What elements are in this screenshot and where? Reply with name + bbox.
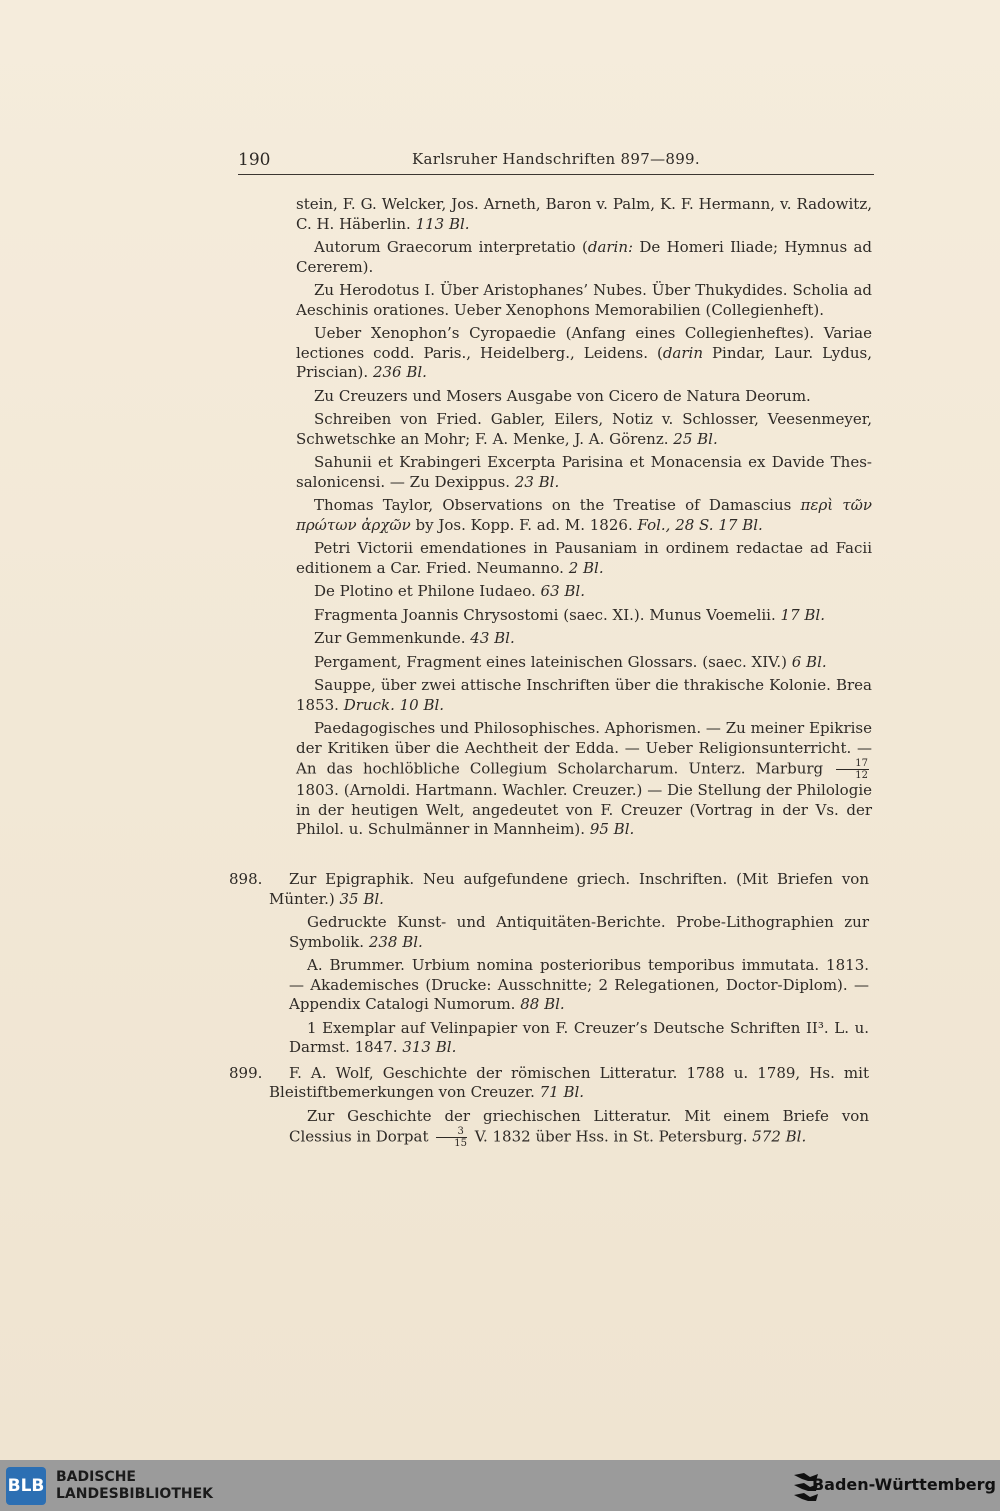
entry-text: Sahunii et Krabingeri Excerpta Parisina et Monacensia ex Davide Thessalonicensi. — Zu Dexippus. <box>296 453 872 491</box>
entry-extent: 313 Bl. <box>402 1038 457 1056</box>
catalog-entry <box>296 453 872 492</box>
date-fraction <box>836 758 869 781</box>
entry-text: Paedagogisches und Philosophisches. Aphorismen. — Zu meiner Epikrise der Kritiken über die Aechtheit der Edda. — Ueber Religionsunterricht. — An das hochlöbliche Collegium Scholarcharum. Unterz. Marburg <box>296 719 872 778</box>
entry-text: Sauppe, über zwei attische Inschriften über die thrakische Kolonie. Brea 1853. <box>296 676 872 714</box>
catalog-entry <box>289 1107 869 1150</box>
catalog-entry <box>296 496 872 535</box>
entry-text: Gedruckte Kunst- und Antiquitäten-Berichte. Probe-Lithographien zur Symbolik. <box>289 913 869 951</box>
footer-bar <box>0 1460 1000 1511</box>
entry-text: stein, F. G. Welcker, Jos. Arneth, Baron v. Palm, K. F. Hermann, v. Radowitz, C. H. Häberlin. <box>296 195 872 233</box>
entry-text: Thomas Taylor, Observations on the Treatise of Damascius <box>314 496 801 514</box>
date-fraction <box>436 1126 467 1149</box>
entry-text: A. Brummer. Urbium nomina posterioribus temporibus immutata. 1813. — Akademisches (Drucke: Ausschnitte; 2 Relegationen, Doctor-Diplom). — Appendix Catalogi Numorum. <box>289 956 869 1013</box>
catalog-entry <box>296 324 872 383</box>
entry-text: Zur Gemmenkunde. <box>314 629 471 647</box>
entry-extent: 2 Bl. <box>568 558 604 577</box>
entry-number: 899. <box>229 1063 263 1082</box>
catalog-entry <box>296 281 872 320</box>
entry-text: Pergament, Fragment eines lateinischen Glossars. (saec. XIV.) <box>314 652 792 671</box>
catalog-entry <box>296 238 872 277</box>
catalog-block-897 <box>296 195 872 844</box>
entry-extent: darin: <box>587 238 634 256</box>
entry-extent: 25 Bl. <box>673 429 718 448</box>
entry-extent: περὶ τῶν πρώτων ἀρχῶν <box>296 496 872 534</box>
catalog-entry <box>296 387 872 407</box>
running-title: Karlsruher Handschriften 897—899. <box>412 150 700 168</box>
entry-extent: 43 Bl. <box>470 629 515 647</box>
entry-text: Pindar, Laur. Lydus, Priscian). <box>296 343 872 381</box>
library-name-line2: LANDESBIBLIOTHEK <box>56 1486 214 1502</box>
entry-extent: 113 Bl. <box>415 214 470 233</box>
entry-extent: 236 Bl. <box>372 363 427 381</box>
fraction-denominator: 15 <box>454 1138 467 1149</box>
catalog-entry <box>289 1019 869 1058</box>
library-name[interactable] <box>56 1469 213 1503</box>
catalog-entry <box>296 582 872 602</box>
entry-text: Fragmenta Joannis Chrysostomi (saec. XI.). Munus Voemelii. <box>314 605 781 624</box>
entry-text: Petri Victorii emendationes in Pausaniam in ordinem redactae ad Facii editionem a Car. Fried. Neumanno. <box>296 539 872 577</box>
entry-text: 1 Exemplar auf Velinpapier von F. Creuzer’s Deutsche Schriften II³. L. u. Darmst. 1847. <box>289 1018 869 1056</box>
catalog-entry <box>289 956 869 1015</box>
page-number: 190 <box>238 150 271 170</box>
entry-text: V. 1832 über Hss. in St. Petersburg. <box>470 1127 753 1146</box>
library-name-line1: BADISCHE <box>56 1469 136 1485</box>
fraction-numerator: 3 <box>436 1126 467 1138</box>
state-brand[interactable]: Baden-Württemberg <box>811 1475 996 1494</box>
page-header <box>238 148 874 175</box>
entry-extent: 63 Bl. <box>540 582 585 600</box>
entry-extent: 71 Bl. <box>539 1083 585 1101</box>
entry-text: F. A. Wolf, Geschichte der römischen Litteratur. 1788 u. 1789, Hs. mit Bleistiftbemerkungen von Creuzer. <box>269 1063 869 1101</box>
catalog-entry <box>296 629 872 649</box>
entry-text: Schreiben von Fried. Gabler, Eilers, Notiz v. Schlosser, Veesenmeyer, Schwetschke an Mohr; F. A. Menke, J. A. Görenz. <box>296 410 872 448</box>
catalog-entry <box>296 606 872 626</box>
entry-text: Zur Epigraphik. Neu aufgefundene griech. Inschriften. (Mit Briefen von Münter.) <box>269 870 869 908</box>
entry-extent: Fol., 28 S. 17 Bl. <box>637 515 763 534</box>
entry-text: Ueber Xenophon’s Cyropaedie (Anfang eines Collegienheftes). Variae lectiones codd. Paris., Heidelberg., Leidens. ( <box>296 324 872 362</box>
entry-extent: darin <box>662 343 703 362</box>
catalog-entry <box>229 1063 869 1103</box>
entry-extent: 17 Bl. <box>780 605 825 624</box>
entry-text: 1803. (Arnoldi. Hartmann. Wachler. Creuzer.) — Die Stellung der Philologie in der heutigen Welt, angedeutet von F. Creuzer (Vortrag in der Vs. der Philol. u. Schulmänner in Mannheim). <box>296 781 872 838</box>
entry-extent: 238 Bl. <box>368 932 423 951</box>
catalog-entry <box>296 676 872 715</box>
entry-extent: 88 Bl. <box>520 995 565 1013</box>
entry-extent: 23 Bl. <box>514 472 560 491</box>
fraction-denominator: 12 <box>855 770 868 781</box>
catalog-entry <box>229 870 869 909</box>
entry-extent: 95 Bl. <box>589 820 635 838</box>
entry-text: De Plotino et Philone Iudaeo. <box>314 582 541 600</box>
entry-extent: Druck. 10 Bl. <box>343 695 445 714</box>
entry-text: by Jos. Kopp. F. ad. M. 1826. <box>410 515 638 534</box>
entry-number: 898. <box>229 870 263 888</box>
entry-extent: 35 Bl. <box>339 889 384 908</box>
entry-text: De Homeri Iliade; Hymnus ad Cererem). <box>296 238 873 276</box>
catalog-entry <box>296 719 872 840</box>
entry-text: Zur Geschichte der griechischen Litteratur. Mit einem Briefe von Clessius in Dorpat <box>289 1106 869 1146</box>
entry-text: Zu Creuzers und Mosers Ausgabe von Cicero de Natura Deorum. <box>314 386 811 405</box>
catalog-entry <box>296 653 872 673</box>
entry-text: Zu Herodotus I. Über Aristophanes’ Nubes. Über Thukydides. Scholia ad Aeschinis orationes. Ueber Xenophons Memorabilien (Collegienheft). <box>296 281 872 319</box>
catalog-entry <box>296 195 872 234</box>
catalog-block-898-899 <box>229 864 869 1153</box>
catalog-entry <box>296 539 872 578</box>
entry-text: Autorum Graecorum interpretatio ( <box>314 238 588 256</box>
blb-logo[interactable]: BLB <box>6 1467 46 1505</box>
catalog-entry <box>289 913 869 952</box>
entry-extent: 6 Bl. <box>791 652 827 671</box>
entry-extent: 572 Bl. <box>752 1127 807 1146</box>
catalog-entry <box>296 410 872 449</box>
fraction-numerator: 17 <box>836 758 869 770</box>
